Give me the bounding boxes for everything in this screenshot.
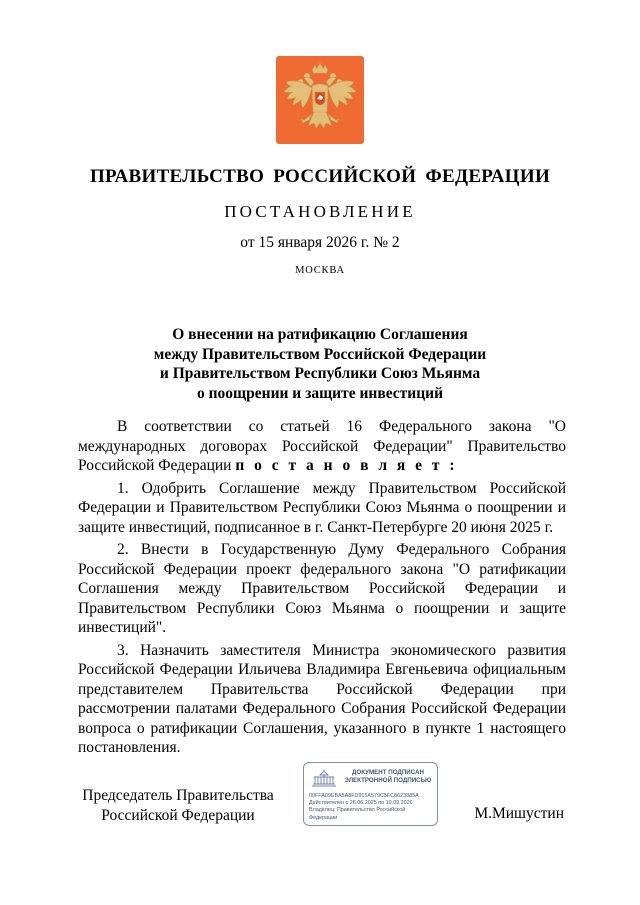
- coat-of-arms-emblem: [276, 56, 364, 144]
- signatory-position-line: Российской Федерации: [101, 806, 255, 824]
- item-paragraph: 1. Одобрить Соглашение между Правительством Российской Федерации и Правительством Республики Союз Мьянма о поощрении и защите инвестиций, подписанное в г. Санкт-Петербурге 20 июня 2025 г.: [78, 479, 566, 536]
- stamp-heading: [342, 769, 434, 785]
- subject-line: между Правительством Российской Федерации: [153, 345, 487, 363]
- signatory-position-line: Председатель Правительства: [82, 787, 274, 804]
- stamp-validity: Действителен с 26.06.2025 по 19.09.2026: [309, 800, 413, 807]
- document-type: ПОСТАНОВЛЕНИЕ: [224, 202, 416, 221]
- preamble-paragraph: [78, 417, 566, 476]
- decree-word: п о с т а н о в л я е т :: [235, 457, 458, 474]
- stamp-heading-line: ДОКУМЕНТ ПОДПИСАН: [352, 769, 424, 776]
- subject-line: о поощрении и защите инвестиций: [197, 384, 443, 402]
- government-title: ПРАВИТЕЛЬСТВО РОССИЙСКОЙ ФЕДЕРАЦИИ: [89, 166, 551, 187]
- stamp-serial: 00FFA09EBA5A8FD915A579C5FC8623885A: [309, 793, 419, 799]
- document-subject: [120, 325, 520, 403]
- document-date-number: от 15 января 2026 г. № 2: [240, 234, 400, 251]
- stamp-details: [309, 793, 437, 822]
- item-paragraph: 3. Назначить заместителя Министра экономического развития Российской Федерации Ильичева Владимира Евгеньевича официальным представителем Правительства Российской Федерации при рассмотрении палатами Федерального Собрания Российской Федерации вопроса о ратификации Соглашения, указанного в пункте 1 настоящего постановления.: [78, 641, 566, 756]
- signatory-name: М.Мишустин: [474, 805, 564, 822]
- stamp-owner: Федерации: [309, 814, 338, 821]
- subject-line: и Правительством Республики Союз Мьянма: [159, 365, 481, 382]
- electronic-signature-stamp: [303, 762, 438, 826]
- stamp-heading-line: ЭЛЕКТРОННОЙ ПОДПИСЬЮ: [344, 777, 432, 784]
- stamp-owner: Владелец: Правительство Российской: [309, 807, 406, 814]
- subject-line: О внесении на ратификацию Соглашения: [172, 326, 468, 343]
- preamble-text: В соответствии со статьей 16 Федерального закона "О международных договорах Российской Федерации" Правительство Российской Федерации: [78, 418, 566, 474]
- item-paragraph: 2. Внести в Государственную Думу Федерального Собрания Российской Федерации проект федерального закона "О ратификации Соглашения между Правительством Российской Федерации и Правительством Республики Союз Мьянма о поощрении и защите инвестиций".: [78, 541, 566, 636]
- signatory-position: [78, 786, 278, 825]
- document-body: [78, 417, 566, 761]
- document-city: МОСКВА: [295, 265, 345, 276]
- government-building-icon: [310, 769, 338, 787]
